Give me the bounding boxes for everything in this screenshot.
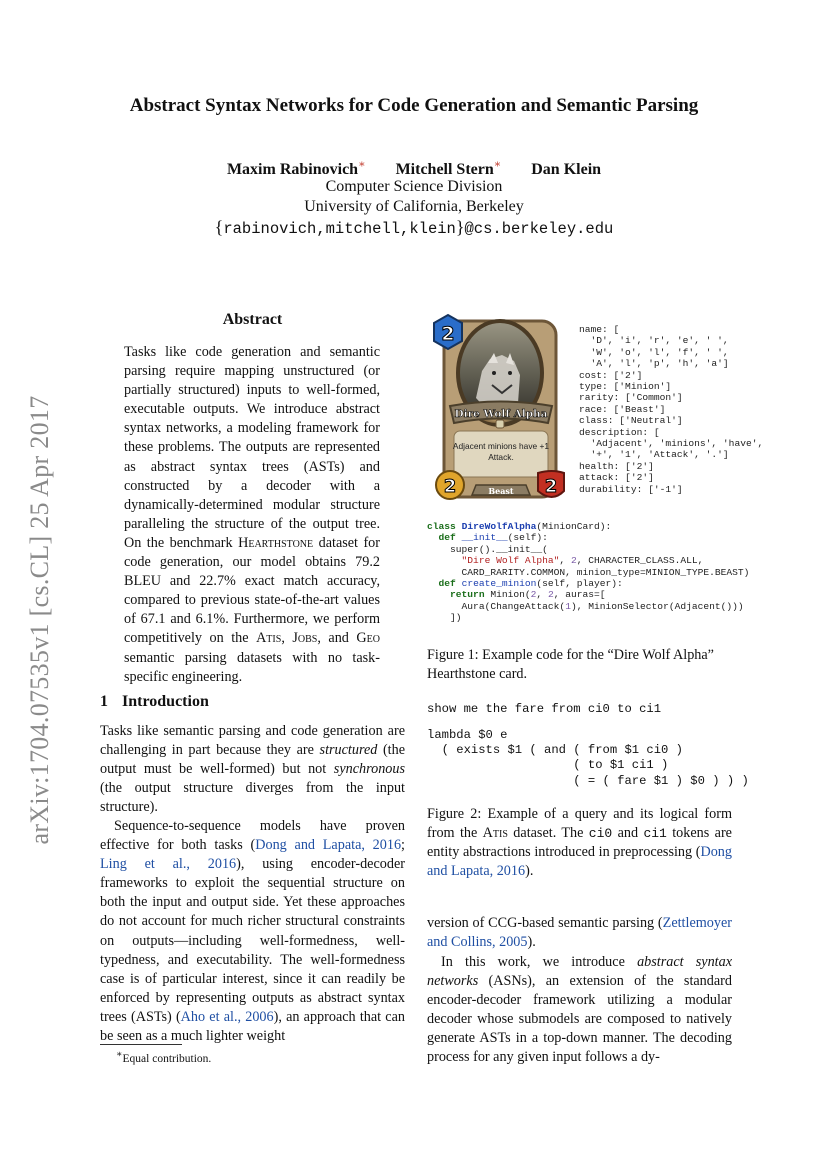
code-line: def __init__(self): (438, 532, 548, 544)
card-attributes-listing (579, 324, 763, 495)
figure-2-query: show me the fare from ci0 to ci1 (427, 702, 662, 716)
yaml-line: health: ['2'] (579, 460, 654, 472)
yaml-line: 'D', 'i', 'r', 'e', ' ', (579, 335, 729, 347)
logical-form-line: lambda $0 e (427, 728, 508, 742)
citation-link[interactable]: Aho et al., 2006 (180, 1008, 274, 1025)
yaml-line: type: ['Minion'] (579, 381, 672, 393)
citation-link[interactable]: Dong and Lapata, 2016 (255, 837, 402, 854)
right-column-paragraph-1: version of CCG-based semantic parsing (Zettlemoyer and Collins, 2005). (427, 915, 732, 951)
figure-1-caption: Figure 1: Example code for the “Dire Wolf Alpha” Hearthstone card. (427, 647, 714, 683)
right-column-paragraph-2: In this work, we introduce abstract syntax networks (ASNs), an extension of the standard encoder-decoder framework utilizing a modular decoder whose submodels are composed to natively generate ASTs in a top-down manner. The decoding process for any given input follows a dy- (427, 954, 732, 1066)
abstract-heading: Abstract (222, 311, 283, 328)
author-1: Maxim Rabinovich∗ (226, 159, 366, 179)
card-attack: 2 (443, 476, 457, 497)
logical-form-line: ( exists $1 ( and ( from $1 ci0 ) (427, 743, 683, 758)
arxiv-identifier-stamp: arXiv:1704.07535v1 [cs.CL] 25 Apr 2017 (25, 395, 54, 845)
card-name: Dire Wolf Alpha (454, 408, 548, 420)
yaml-line: race: ['Beast'] (579, 403, 666, 415)
rarity-gem-icon (496, 420, 504, 428)
intro-paragraph-1: Tasks like semantic parsing and code generation are challenging in part because they are structured (the output must be well-formed) but not synchronous (the output structure diverges from the input structure). (100, 723, 406, 816)
card-mana-cost: 2 (441, 323, 455, 345)
code-line: Aura(ChangeAttack(1), MinionSelector(Adjacent())) (461, 600, 744, 612)
citation-link[interactable]: Zettlemoyer and Collins, 2005 (427, 915, 732, 951)
affiliation-division: Computer Science Division (325, 178, 503, 195)
figure-2-caption: Figure 2: Example of a query and its logical form from the Atis dataset. The ci0 and ci1 tokens are entity abstractions introduced in preprocessing (Dong and Lapata, 2016). (427, 806, 732, 880)
yaml-line: '+', '1', 'Attack', '.'] (579, 449, 729, 461)
code-line: def create_minion(self, player): (438, 578, 623, 590)
code-line: class DireWolfAlpha(MinionCard): (427, 521, 612, 532)
card-text-line: Adjacent minions have +1 (452, 441, 550, 451)
author-emails: {rabinovich,mitchell,klein}@cs.berkeley.edu (214, 217, 614, 238)
python-code-listing (427, 521, 749, 624)
footnote-equal-contribution: ∗Equal contribution. (116, 1049, 212, 1065)
paper-title: Abstract Syntax Networks for Code Generation and Semantic Parsing (129, 95, 699, 116)
yaml-line: durability: ['-1'] (579, 483, 683, 495)
card-race: Beast (488, 486, 514, 496)
yaml-line: 'W', 'o', 'l', 'f', ' ', (579, 346, 729, 358)
citation-link[interactable]: Dong and Lapata, 2016 (427, 844, 732, 880)
yaml-line: rarity: ['Common'] (579, 392, 683, 404)
affiliation-university: University of California, Berkeley (304, 198, 524, 215)
yaml-line: name: [ (579, 324, 620, 335)
code-line: super().__init__( (450, 543, 548, 555)
citation-link[interactable]: Ling et al., 2016 (100, 856, 237, 873)
intro-paragraph-2: Sequence-to-sequence models have proven effective for both tasks (Dong and Lapata, 2016; Ling et al., 2016), using encoder-decoder frameworks to exploit the sequential structure on both the input and output side. Yet these approaches do not account for much richer structural constraints on outputs—including well-formedness, well-typedness, and executability. The well-formedness case is of particular interest, since it can readily be enforced by representing outputs as abstract syntax trees (ASTs) (Aho et al., 2006), an approach that can be seen as a much lighter weight (100, 818, 405, 1045)
yaml-line: cost: ['2'] (579, 369, 643, 381)
code-line: CARD_RARITY.COMMON, minion_type=MINION_TYPE.BEAST) (461, 566, 750, 578)
code-line: return Minion(2, 2, auras=[ (450, 589, 606, 601)
card-health: 2 (544, 476, 558, 497)
card-text-line: Attack. (488, 452, 514, 462)
logical-form-line: ( = ( fare $1 ) $0 ) ) ) (427, 773, 749, 788)
yaml-line: 'Adjacent', 'minions', 'have', (579, 438, 764, 450)
footnote-divider (100, 1044, 182, 1045)
abstract-text: Tasks like code generation and semantic parsing require mapping unstructured (or partially structured) inputs to well-formed, executable outputs. We introduce abstract syntax networks, a modeling framework for these problems. The outputs are represented as abstract syntax trees (ASTs) and constructed by a decoder with a dynamically-determined modular structure paralleling the structure of the output tree. On the benchmark Hearthstone dataset for code generation, our model obtains 79.2 BLEU and 22.7% exact match accuracy, compared to previous state-of-the-art values of 67.1 and 6.1%. Furthermore, we perform competitively on the Atis, Jobs, and Geo semantic parsing datasets with no task-specific engineering. (124, 344, 381, 685)
logical-form-line: ( to $1 ci1 ) (427, 758, 669, 773)
code-line: ]) (450, 612, 462, 624)
author-2: Mitchell Stern∗ (395, 159, 502, 179)
yaml-line: class: ['Neutral'] (579, 415, 683, 427)
author-3: Dan Klein (531, 161, 602, 179)
yaml-line: 'A', 'l', 'p', 'h', 'a'] (579, 358, 729, 370)
code-line: "Dire Wolf Alpha", 2, CHARACTER_CLASS.ALL, (461, 555, 704, 567)
yaml-line: attack: ['2'] (579, 472, 654, 484)
yaml-line: description: [ (579, 426, 660, 438)
figure-2-logical-form (427, 728, 749, 789)
hearthstone-card-image (430, 313, 570, 503)
author-list (0, 158, 828, 179)
section-heading-introduction: 1 Introduction (100, 693, 209, 710)
